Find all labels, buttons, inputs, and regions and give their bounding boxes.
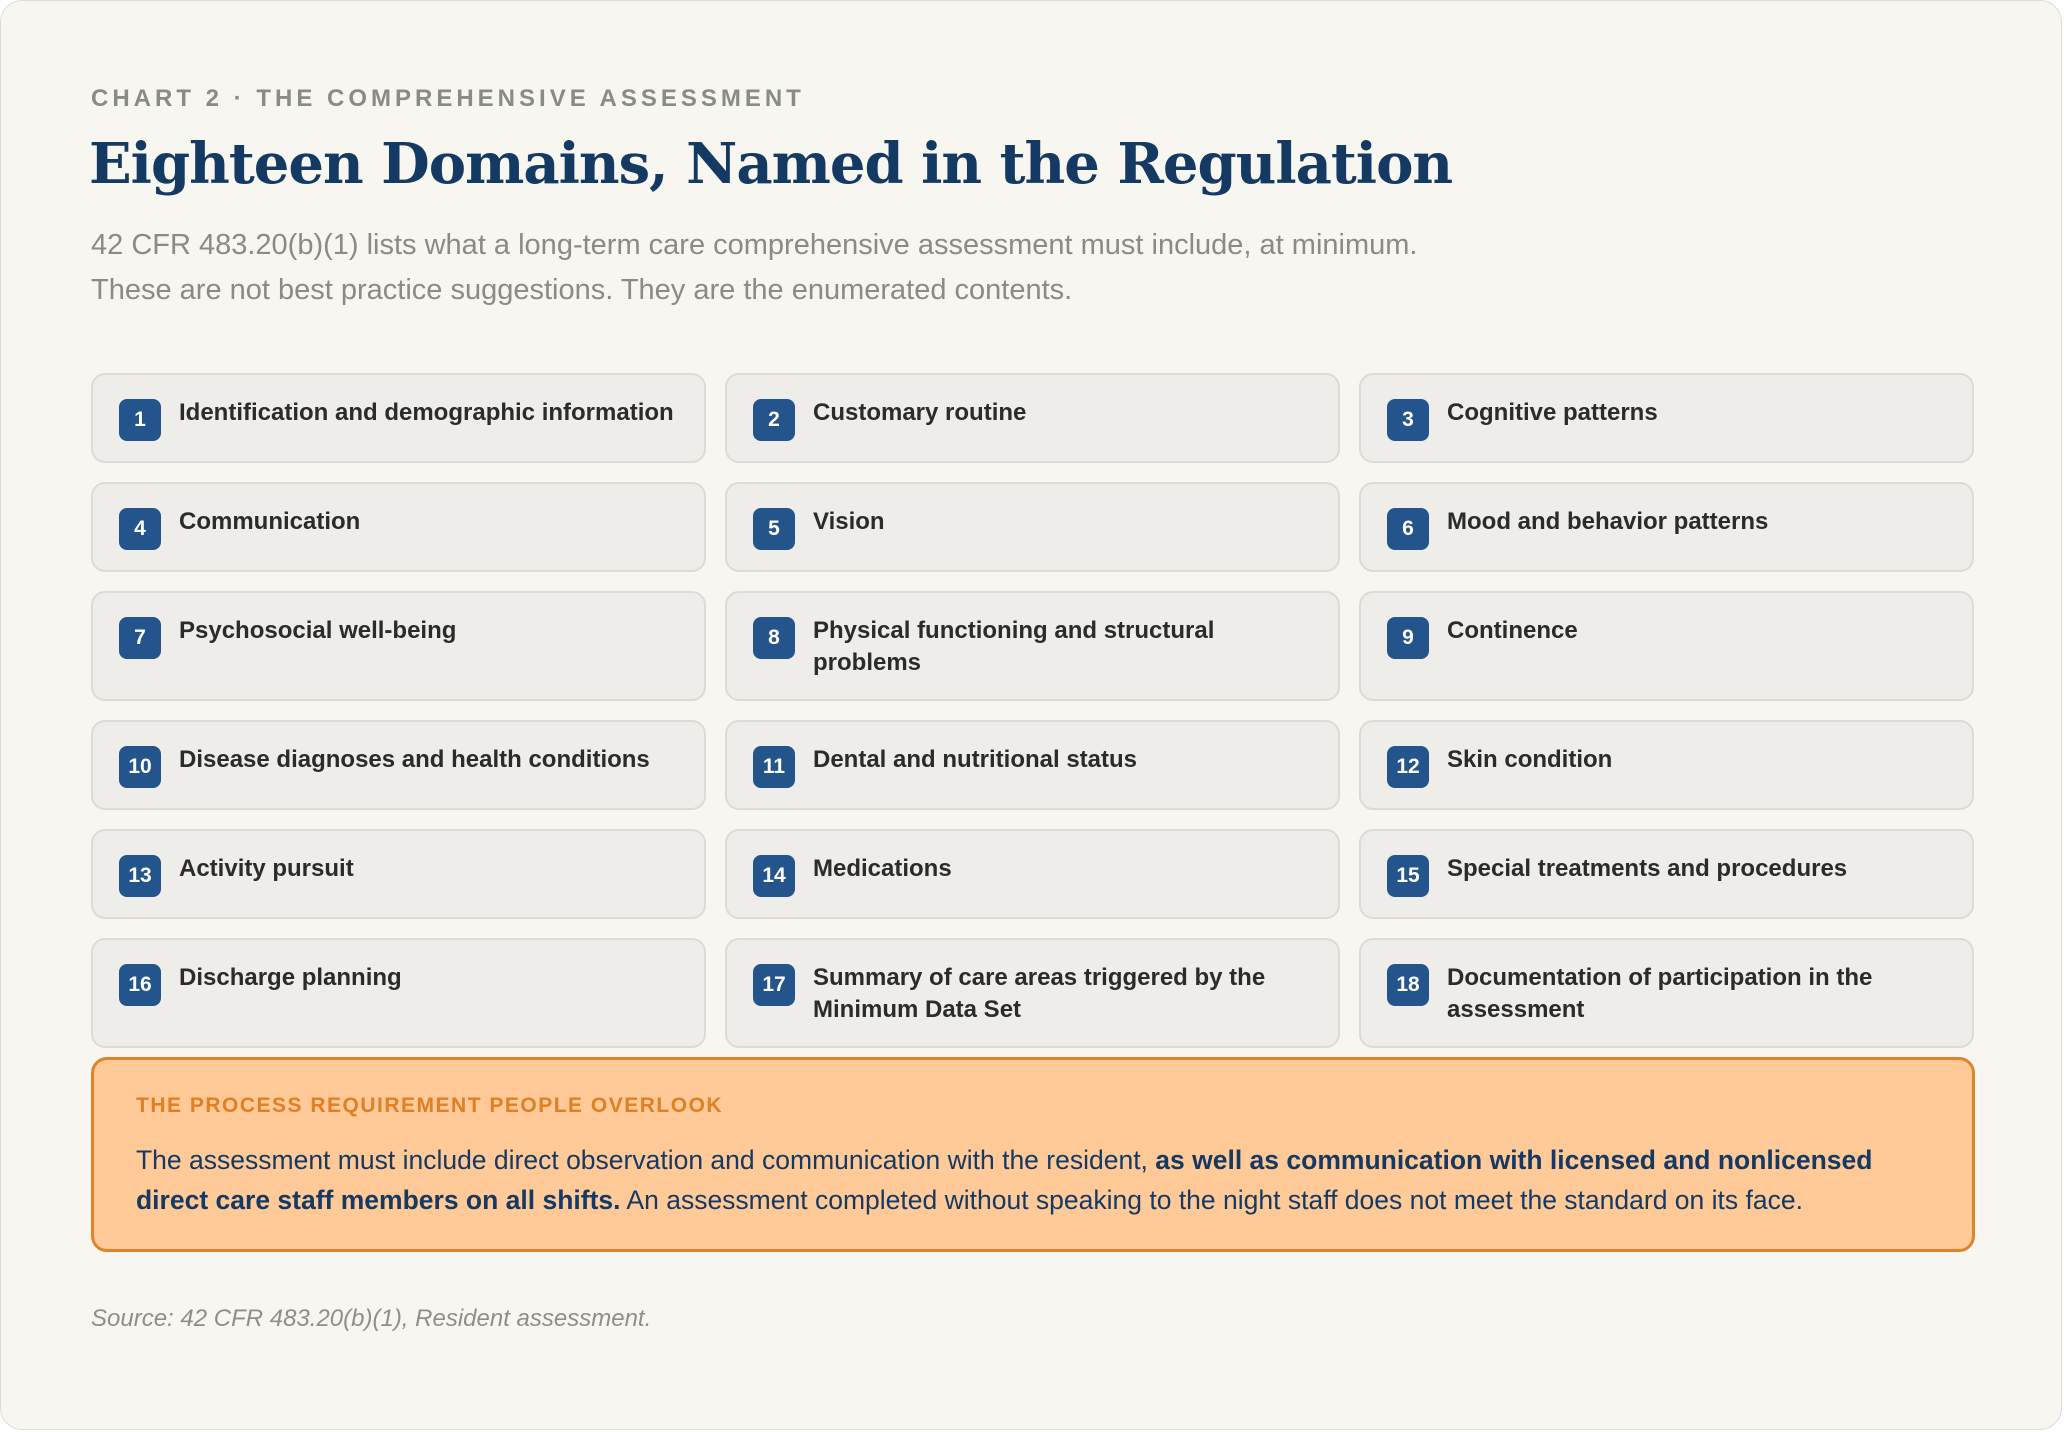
domain-item: [91, 938, 706, 1048]
domain-item: [1359, 482, 1974, 572]
domain-item: [1359, 720, 1974, 810]
callout-box: [91, 1057, 1975, 1252]
domain-number-badge: 5: [753, 508, 795, 550]
domain-number-badge: 7: [119, 617, 161, 659]
domain-label: Psychosocial well-being: [179, 617, 457, 644]
domain-number-badge: 6: [1387, 508, 1429, 550]
domain-item: [1359, 938, 1974, 1048]
domain-label: Dental and nutritional status: [813, 746, 1138, 773]
domain-label: Identification and demographic information: [179, 399, 674, 426]
page-subtitle: 42 CFR 483.20(b)(1) lists what a long-term care comprehensive assessment must include, at minimum. These are not best practice suggestions. They are the enumerated contents.: [91, 229, 1418, 306]
domain-label: Vision: [813, 508, 885, 535]
callout-text-emphasis: as well as communication with licensed and nonlicensed direct care staff members on all shifts.: [136, 1145, 1873, 1215]
domain-number-badge: 1: [119, 399, 161, 441]
domain-number-badge: 4: [119, 508, 161, 550]
domain-item: [725, 591, 1340, 701]
domain-item: [725, 938, 1340, 1048]
domain-number-badge: 13: [119, 855, 161, 897]
domain-item: [1359, 373, 1974, 463]
callout-text-tail: An assessment completed without speaking to the night staff does not meet the standard on its face.: [620, 1185, 1803, 1215]
domain-label: Summary of care areas triggered by the Minimum Data Set: [813, 964, 1266, 1023]
domain-number-badge: 17: [753, 964, 795, 1006]
domain-item: [91, 829, 706, 919]
domain-grid: [91, 373, 1975, 1048]
source-note: Source: 42 CFR 483.20(b)(1), Resident assessment.: [91, 1305, 652, 1332]
domain-label: Cognitive patterns: [1447, 399, 1658, 426]
domain-item: [91, 720, 706, 810]
domain-number-badge: 18: [1387, 964, 1429, 1006]
callout-title: THE PROCESS REQUIREMENT PEOPLE OVERLOOK: [136, 1094, 724, 1117]
domain-item: [725, 829, 1340, 919]
domain-number-badge: 16: [119, 964, 161, 1006]
domain-label: Continence: [1447, 617, 1578, 644]
domain-number-badge: 11: [753, 746, 795, 788]
domain-label: Activity pursuit: [179, 855, 354, 882]
domain-item: [91, 591, 706, 701]
domain-item: [91, 373, 706, 463]
domain-number-badge: 10: [119, 746, 161, 788]
domain-number-badge: 12: [1387, 746, 1429, 788]
domain-label: Disease diagnoses and health conditions: [179, 746, 650, 773]
domain-item: [1359, 591, 1974, 701]
domain-item: [725, 373, 1340, 463]
domain-label: Customary routine: [813, 399, 1027, 426]
domain-label: Discharge planning: [179, 964, 402, 991]
domain-item: [1359, 829, 1974, 919]
domain-number-badge: 8: [753, 617, 795, 659]
domain-number-badge: 14: [753, 855, 795, 897]
domain-label: Special treatments and procedures: [1447, 855, 1848, 882]
domain-number-badge: 15: [1387, 855, 1429, 897]
callout-text: [136, 1140, 1932, 1220]
domain-item: [725, 720, 1340, 810]
domain-label: Mood and behavior patterns: [1447, 508, 1769, 535]
eyebrow-label: CHART 2 · THE COMPREHENSIVE ASSESSMENT: [91, 85, 805, 112]
page-title: Eighteen Domains, Named in the Regulation: [89, 131, 1453, 197]
domain-item: [725, 482, 1340, 572]
callout-text-lead: The assessment must include direct observation and communication with the resident,: [136, 1145, 1156, 1175]
domain-number-badge: 3: [1387, 399, 1429, 441]
domain-label: Communication: [179, 508, 361, 535]
domain-number-badge: 9: [1387, 617, 1429, 659]
domain-label: Skin condition: [1447, 746, 1613, 773]
domain-label: Physical functioning and structural problems: [813, 617, 1215, 676]
domain-number-badge: 2: [753, 399, 795, 441]
domain-item: [91, 482, 706, 572]
domain-label: Medications: [813, 855, 952, 882]
domain-label: Documentation of participation in the assessment: [1447, 964, 1873, 1023]
